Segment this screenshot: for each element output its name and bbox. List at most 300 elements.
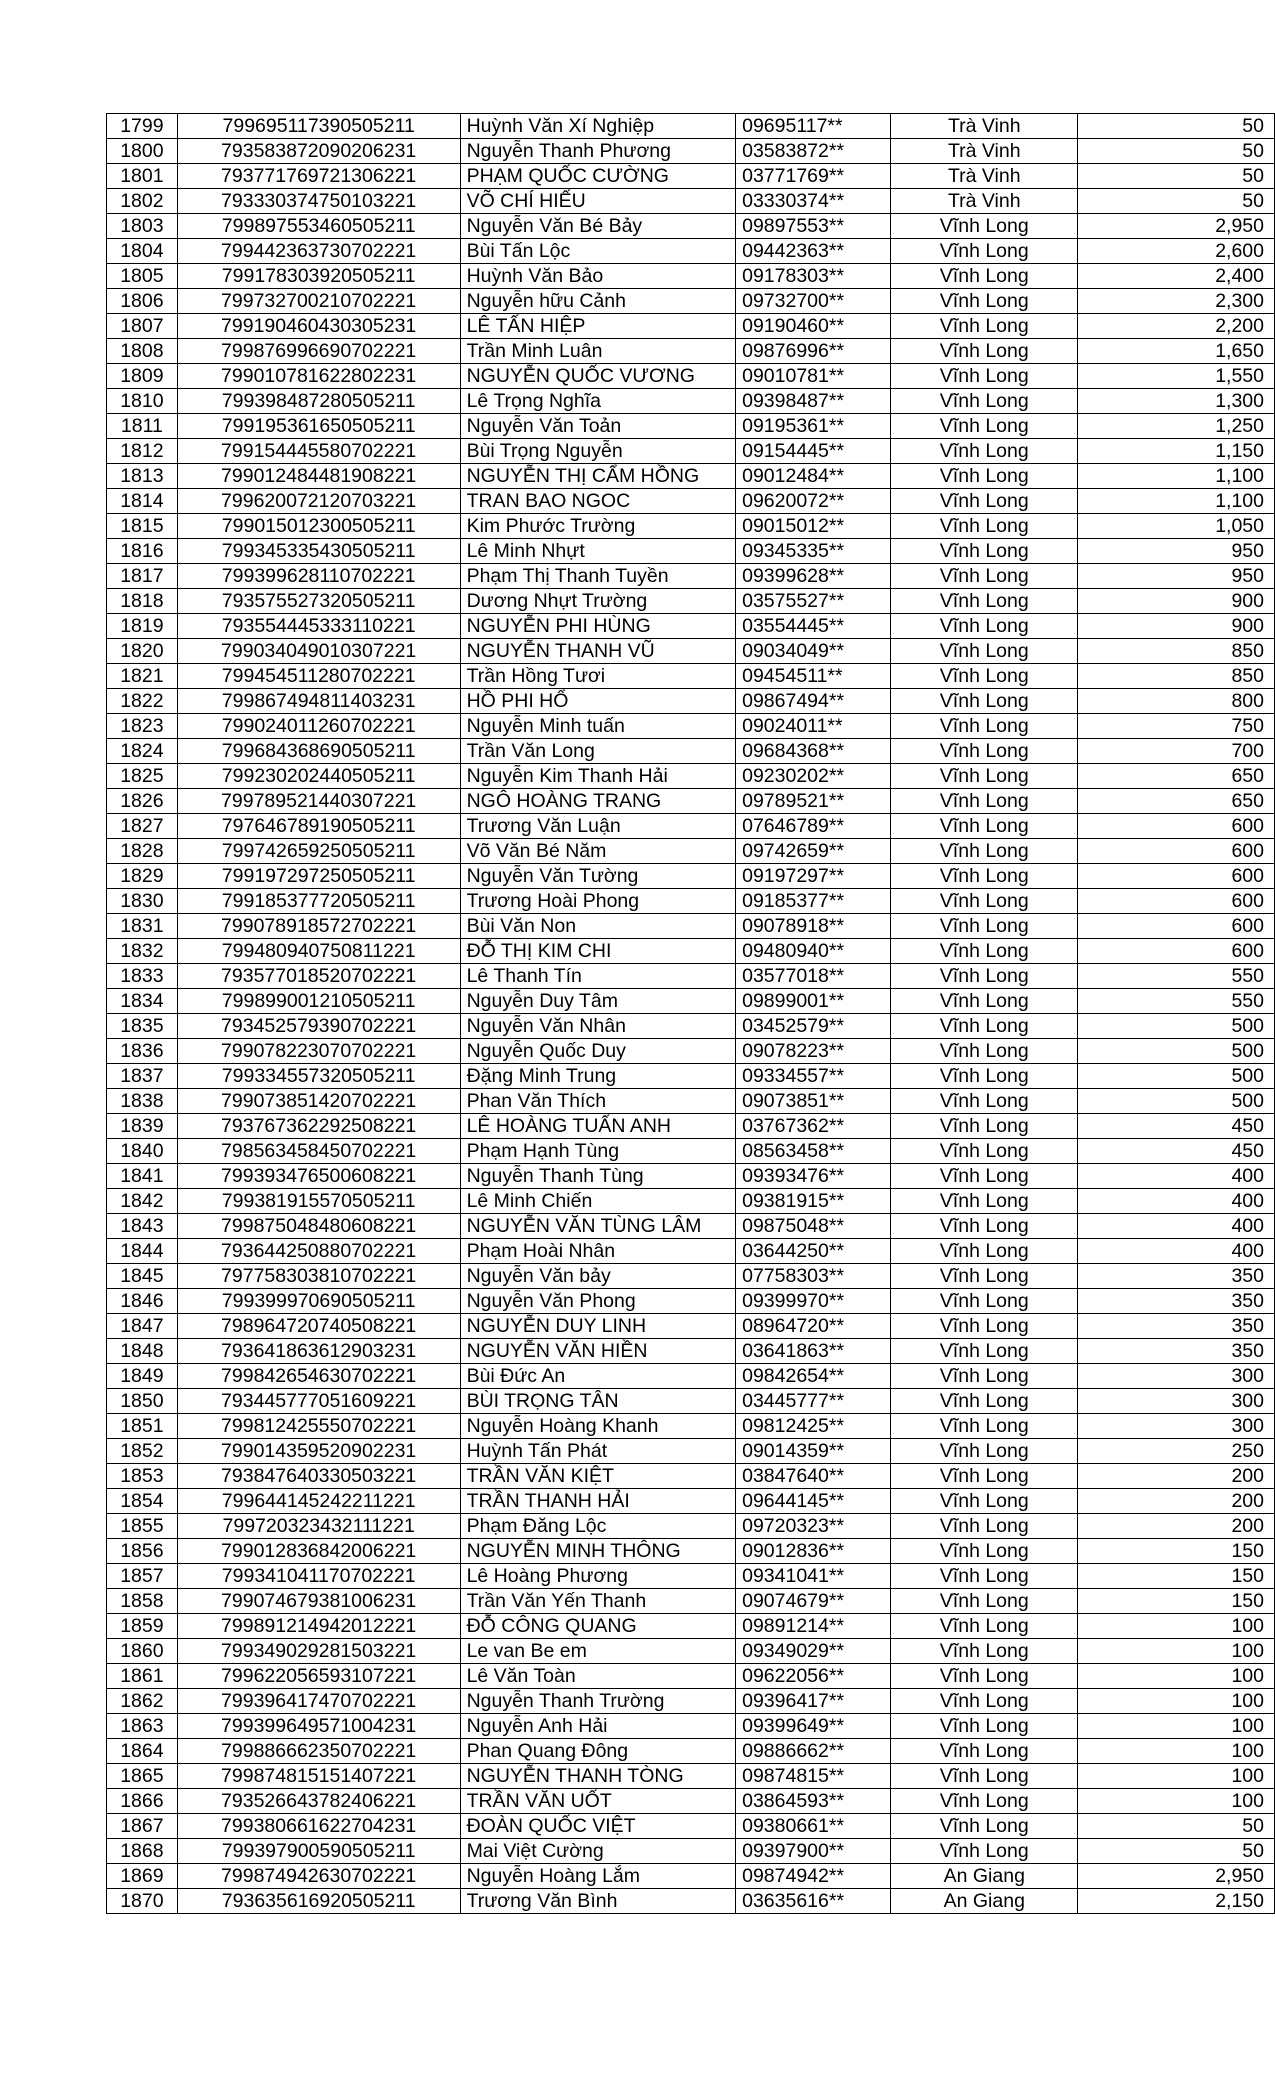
amount-cell: 1,250 [1078,414,1275,439]
account-code-cell: 799078918572702221 [177,914,460,939]
phone-cell: 09789521** [736,789,891,814]
province-cell: Vĩnh Long [891,239,1078,264]
phone-cell: 09230202** [736,764,891,789]
account-code-cell: 797646789190505211 [177,814,460,839]
province-cell: Vĩnh Long [891,964,1078,989]
province-cell: Vĩnh Long [891,814,1078,839]
name-cell: NGUYỄN VĂN HIỀN [460,1339,736,1364]
row-number-cell: 1839 [107,1114,178,1139]
amount-cell: 450 [1078,1139,1275,1164]
province-cell: Vĩnh Long [891,264,1078,289]
province-cell: Vĩnh Long [891,1089,1078,1114]
phone-cell: 09812425** [736,1414,891,1439]
table-row [107,164,1275,189]
name-cell: Dương Nhựt Trường [460,589,736,614]
amount-cell: 100 [1078,1689,1275,1714]
table-row [107,939,1275,964]
province-cell: Vĩnh Long [891,539,1078,564]
phone-cell: 03635616** [736,1889,891,1914]
name-cell: NGUYỄN VĂN TÙNG LÂM [460,1214,736,1239]
phone-cell: 09399649** [736,1714,891,1739]
account-code-cell: 799012484481908221 [177,464,460,489]
amount-cell: 100 [1078,1639,1275,1664]
name-cell: Le van Be em [460,1639,736,1664]
phone-cell: 09397900** [736,1839,891,1864]
row-number-cell: 1842 [107,1189,178,1214]
phone-cell: 09874942** [736,1864,891,1889]
account-code-cell: 799341041170702221 [177,1564,460,1589]
amount-cell: 100 [1078,1714,1275,1739]
phone-cell: 09349029** [736,1639,891,1664]
row-number-cell: 1854 [107,1489,178,1514]
account-code-cell: 793847640330503221 [177,1464,460,1489]
phone-cell: 09380661** [736,1814,891,1839]
table-row [107,1839,1275,1864]
row-number-cell: 1825 [107,764,178,789]
amount-cell: 550 [1078,989,1275,1014]
province-cell: Vĩnh Long [891,1764,1078,1789]
phone-cell: 09867494** [736,689,891,714]
name-cell: Phan Quang Đông [460,1739,736,1764]
name-cell: Phan Văn Thích [460,1089,736,1114]
account-code-cell: 793330374750103221 [177,189,460,214]
table-row [107,1689,1275,1714]
row-number-cell: 1859 [107,1614,178,1639]
row-number-cell: 1870 [107,1889,178,1914]
row-number-cell: 1819 [107,614,178,639]
name-cell: Nguyễn Văn bảy [460,1264,736,1289]
amount-cell: 350 [1078,1289,1275,1314]
row-number-cell: 1816 [107,539,178,564]
table-row [107,539,1275,564]
row-number-cell: 1799 [107,114,178,139]
name-cell: TRẦN VĂN UỐT [460,1789,736,1814]
phone-cell: 03554445** [736,614,891,639]
name-cell: NGUYỄN DUY LINH [460,1314,736,1339]
phone-cell: 09185377** [736,889,891,914]
account-code-cell: 793526643782406221 [177,1789,460,1814]
row-number-cell: 1869 [107,1864,178,1889]
name-cell: Kim Phước Trường [460,514,736,539]
phone-cell: 08563458** [736,1139,891,1164]
row-number-cell: 1834 [107,989,178,1014]
account-code-cell: 798964720740508221 [177,1314,460,1339]
amount-cell: 2,950 [1078,1864,1275,1889]
province-cell: Vĩnh Long [891,1214,1078,1239]
province-cell: Vĩnh Long [891,514,1078,539]
account-code-cell: 799812425550702221 [177,1414,460,1439]
name-cell: Phạm Đăng Lộc [460,1514,736,1539]
province-cell: Vĩnh Long [891,1039,1078,1064]
name-cell: Huỳnh Tấn Phát [460,1439,736,1464]
name-cell: Nguyễn Văn Phong [460,1289,736,1314]
province-cell: Vĩnh Long [891,564,1078,589]
phone-cell: 09012484** [736,464,891,489]
table-row [107,1339,1275,1364]
phone-cell: 09874815** [736,1764,891,1789]
table-row [107,339,1275,364]
province-cell: Vĩnh Long [891,1139,1078,1164]
amount-cell: 400 [1078,1164,1275,1189]
row-number-cell: 1809 [107,364,178,389]
table-row [107,1214,1275,1239]
account-code-cell: 793635616920505211 [177,1889,460,1914]
phone-cell: 09684368** [736,739,891,764]
table-row [107,964,1275,989]
province-cell: Vĩnh Long [891,614,1078,639]
province-cell: Vĩnh Long [891,289,1078,314]
phone-cell: 09644145** [736,1489,891,1514]
amount-cell: 300 [1078,1414,1275,1439]
name-cell: Huỳnh Văn Bảo [460,264,736,289]
row-number-cell: 1820 [107,639,178,664]
row-number-cell: 1867 [107,1814,178,1839]
province-cell: Vĩnh Long [891,1239,1078,1264]
row-number-cell: 1843 [107,1214,178,1239]
amount-cell: 950 [1078,539,1275,564]
table-row [107,189,1275,214]
province-cell: Vĩnh Long [891,864,1078,889]
account-code-cell: 799010781622802231 [177,364,460,389]
phone-cell: 09195361** [736,414,891,439]
row-number-cell: 1815 [107,514,178,539]
province-cell: Vĩnh Long [891,1389,1078,1414]
account-code-cell: 799393476500608221 [177,1164,460,1189]
row-number-cell: 1836 [107,1039,178,1064]
amount-cell: 2,400 [1078,264,1275,289]
table-row [107,1614,1275,1639]
row-number-cell: 1812 [107,439,178,464]
table-row [107,614,1275,639]
row-number-cell: 1810 [107,389,178,414]
phone-cell: 09720323** [736,1514,891,1539]
account-code-cell: 799197297250505211 [177,864,460,889]
province-cell: Vĩnh Long [891,1689,1078,1714]
table-row [107,1064,1275,1089]
province-cell: Vĩnh Long [891,1589,1078,1614]
account-code-cell: 798563458450702221 [177,1139,460,1164]
amount-cell: 500 [1078,1014,1275,1039]
row-number-cell: 1848 [107,1339,178,1364]
province-cell: Vĩnh Long [891,1539,1078,1564]
table-row [107,989,1275,1014]
phone-cell: 09074679** [736,1589,891,1614]
row-number-cell: 1801 [107,164,178,189]
name-cell: Huỳnh Văn Xí Nghiệp [460,114,736,139]
row-number-cell: 1868 [107,1839,178,1864]
province-cell: Vĩnh Long [891,1614,1078,1639]
row-number-cell: 1829 [107,864,178,889]
account-code-cell: 799442363730702221 [177,239,460,264]
row-number-cell: 1858 [107,1589,178,1614]
table-row [107,564,1275,589]
phone-cell: 09381915** [736,1189,891,1214]
account-code-cell: 793452579390702221 [177,1014,460,1039]
name-cell: Bùi Tấn Lộc [460,239,736,264]
amount-cell: 950 [1078,564,1275,589]
name-cell: Nguyễn Văn Bé Bảy [460,214,736,239]
row-number-cell: 1853 [107,1464,178,1489]
amount-cell: 100 [1078,1614,1275,1639]
account-code-cell: 799480940750811221 [177,939,460,964]
name-cell: Lê Thanh Tín [460,964,736,989]
province-cell: Vĩnh Long [891,714,1078,739]
name-cell: Bùi Văn Non [460,914,736,939]
account-code-cell: 799345335430505211 [177,539,460,564]
name-cell: LÊ TẤN HIỆP [460,314,736,339]
table-row [107,1589,1275,1614]
name-cell: Trương Hoài Phong [460,889,736,914]
amount-cell: 400 [1078,1214,1275,1239]
name-cell: Nguyễn Quốc Duy [460,1039,736,1064]
name-cell: Đặng Minh Trung [460,1064,736,1089]
name-cell: Phạm Hoài Nhân [460,1239,736,1264]
table-row [107,289,1275,314]
row-number-cell: 1862 [107,1689,178,1714]
name-cell: Nguyễn Kim Thanh Hải [460,764,736,789]
phone-cell: 09190460** [736,314,891,339]
table-row [107,1439,1275,1464]
table-row [107,664,1275,689]
amount-cell: 50 [1078,139,1275,164]
table-row [107,1864,1275,1889]
amount-cell: 650 [1078,789,1275,814]
province-cell: Vĩnh Long [891,1289,1078,1314]
account-code-cell: 799230202440505211 [177,764,460,789]
row-number-cell: 1835 [107,1014,178,1039]
province-cell: Vĩnh Long [891,1714,1078,1739]
amount-cell: 2,300 [1078,289,1275,314]
row-number-cell: 1800 [107,139,178,164]
table-row [107,1889,1275,1914]
amount-cell: 850 [1078,664,1275,689]
table-row [107,739,1275,764]
table-row [107,689,1275,714]
phone-cell: 03575527** [736,589,891,614]
account-code-cell: 793644250880702221 [177,1239,460,1264]
amount-cell: 600 [1078,939,1275,964]
province-cell: Vĩnh Long [891,1739,1078,1764]
table-row [107,589,1275,614]
name-cell: Nguyễn hữu Cảnh [460,289,736,314]
province-cell: Vĩnh Long [891,1814,1078,1839]
name-cell: Phạm Hạnh Tùng [460,1139,736,1164]
phone-cell: 09015012** [736,514,891,539]
account-code-cell: 799334557320505211 [177,1064,460,1089]
amount-cell: 350 [1078,1339,1275,1364]
row-number-cell: 1866 [107,1789,178,1814]
table-row [107,1739,1275,1764]
province-cell: Vĩnh Long [891,1364,1078,1389]
table-row [107,1564,1275,1589]
amount-cell: 800 [1078,689,1275,714]
table-row [107,1189,1275,1214]
table-row [107,914,1275,939]
phone-cell: 09399628** [736,564,891,589]
table-row [107,864,1275,889]
table-row [107,889,1275,914]
account-code-cell: 799034049010307221 [177,639,460,664]
account-code-cell: 799398487280505211 [177,389,460,414]
province-cell: Trà Vinh [891,139,1078,164]
row-number-cell: 1863 [107,1714,178,1739]
name-cell: Phạm Thị Thanh Tuyền [460,564,736,589]
amount-cell: 400 [1078,1239,1275,1264]
phone-cell: 09010781** [736,364,891,389]
table-row [107,1039,1275,1064]
province-cell: An Giang [891,1864,1078,1889]
name-cell: Bùi Đức An [460,1364,736,1389]
amount-cell: 2,950 [1078,214,1275,239]
amount-cell: 300 [1078,1389,1275,1414]
account-code-cell: 799876996690702221 [177,339,460,364]
table-row [107,464,1275,489]
account-code-cell: 793577018520702221 [177,964,460,989]
province-cell: Vĩnh Long [891,389,1078,414]
table-row [107,1389,1275,1414]
amount-cell: 150 [1078,1564,1275,1589]
account-code-cell: 799396417470702221 [177,1689,460,1714]
table-row [107,514,1275,539]
name-cell: Trần Văn Long [460,739,736,764]
table-row [107,789,1275,814]
phone-cell: 09178303** [736,264,891,289]
account-code-cell: 799195361650505211 [177,414,460,439]
phone-cell: 09620072** [736,489,891,514]
name-cell: TRẦN VĂN KIỆT [460,1464,736,1489]
province-cell: Vĩnh Long [891,1264,1078,1289]
province-cell: Trà Vinh [891,189,1078,214]
name-cell: Nguyễn Thanh Phương [460,139,736,164]
amount-cell: 200 [1078,1514,1275,1539]
table-row [107,1164,1275,1189]
name-cell: Nguyễn Minh tuấn [460,714,736,739]
province-cell: Vĩnh Long [891,764,1078,789]
phone-cell: 03641863** [736,1339,891,1364]
name-cell: Nguyễn Văn Nhân [460,1014,736,1039]
table-row [107,1664,1275,1689]
row-number-cell: 1807 [107,314,178,339]
name-cell: Bùi Trọng Nguyễn [460,439,736,464]
account-code-cell: 799867494811403231 [177,689,460,714]
name-cell: BÙI TRỌNG TÂN [460,1389,736,1414]
row-number-cell: 1821 [107,664,178,689]
row-number-cell: 1808 [107,339,178,364]
table-row [107,1789,1275,1814]
row-number-cell: 1857 [107,1564,178,1589]
province-cell: Vĩnh Long [891,639,1078,664]
row-number-cell: 1846 [107,1289,178,1314]
phone-cell: 09695117** [736,114,891,139]
phone-cell: 07758303** [736,1264,891,1289]
name-cell: LÊ HOÀNG TUẤN ANH [460,1114,736,1139]
row-number-cell: 1811 [107,414,178,439]
amount-cell: 50 [1078,1839,1275,1864]
account-code-cell: 799185377720505211 [177,889,460,914]
table-row [107,264,1275,289]
table-row [107,839,1275,864]
table-row [107,714,1275,739]
amount-cell: 1,100 [1078,464,1275,489]
table-row [107,414,1275,439]
account-code-cell: 799732700210702221 [177,289,460,314]
account-code-cell: 793554445333110221 [177,614,460,639]
amount-cell: 300 [1078,1364,1275,1389]
table-row [107,314,1275,339]
table-row [107,1764,1275,1789]
name-cell: NGÔ HOÀNG TRANG [460,789,736,814]
name-cell: Nguyễn Văn Tường [460,864,736,889]
table-row [107,139,1275,164]
table-row [107,214,1275,239]
row-number-cell: 1856 [107,1539,178,1564]
amount-cell: 900 [1078,589,1275,614]
name-cell: Lê Hoàng Phương [460,1564,736,1589]
phone-cell: 09732700** [736,289,891,314]
account-code-cell: 799720323432111221 [177,1514,460,1539]
amount-cell: 50 [1078,189,1275,214]
account-code-cell: 793445777051609221 [177,1389,460,1414]
account-code-cell: 799742659250505211 [177,839,460,864]
province-cell: Vĩnh Long [891,439,1078,464]
province-cell: Trà Vinh [891,114,1078,139]
amount-cell: 700 [1078,739,1275,764]
name-cell: Nguyễn Duy Tâm [460,989,736,1014]
row-number-cell: 1840 [107,1139,178,1164]
row-number-cell: 1803 [107,214,178,239]
province-cell: Vĩnh Long [891,1489,1078,1514]
phone-cell: 08964720** [736,1314,891,1339]
phone-cell: 09875048** [736,1214,891,1239]
account-code-cell: 793575527320505211 [177,589,460,614]
account-code-cell: 799349029281503221 [177,1639,460,1664]
name-cell: PHẠM QUỐC CƯỜNG [460,164,736,189]
row-number-cell: 1837 [107,1064,178,1089]
province-cell: Vĩnh Long [891,1564,1078,1589]
row-number-cell: 1849 [107,1364,178,1389]
province-cell: Vĩnh Long [891,1164,1078,1189]
name-cell: Nguyễn Anh Hải [460,1714,736,1739]
province-cell: Vĩnh Long [891,889,1078,914]
phone-cell: 09034049** [736,639,891,664]
province-cell: Vĩnh Long [891,1664,1078,1689]
row-number-cell: 1824 [107,739,178,764]
table-row [107,489,1275,514]
account-code-cell: 799899001210505211 [177,989,460,1014]
row-number-cell: 1850 [107,1389,178,1414]
row-number-cell: 1845 [107,1264,178,1289]
province-cell: Vĩnh Long [891,1114,1078,1139]
phone-cell: 09334557** [736,1064,891,1089]
province-cell: Vĩnh Long [891,1639,1078,1664]
amount-cell: 500 [1078,1089,1275,1114]
phone-cell: 09078918** [736,914,891,939]
phone-cell: 09399970** [736,1289,891,1314]
table-row [107,439,1275,464]
name-cell: NGUYỄN PHI HÙNG [460,614,736,639]
phone-cell: 03771769** [736,164,891,189]
account-code-cell: 799399649571004231 [177,1714,460,1739]
name-cell: Lê Văn Toàn [460,1664,736,1689]
row-number-cell: 1838 [107,1089,178,1114]
province-cell: Vĩnh Long [891,739,1078,764]
row-number-cell: 1855 [107,1514,178,1539]
account-code-cell: 793641863612903231 [177,1339,460,1364]
phone-cell: 07646789** [736,814,891,839]
amount-cell: 1,100 [1078,489,1275,514]
account-code-cell: 799622056593107221 [177,1664,460,1689]
table-row [107,1539,1275,1564]
